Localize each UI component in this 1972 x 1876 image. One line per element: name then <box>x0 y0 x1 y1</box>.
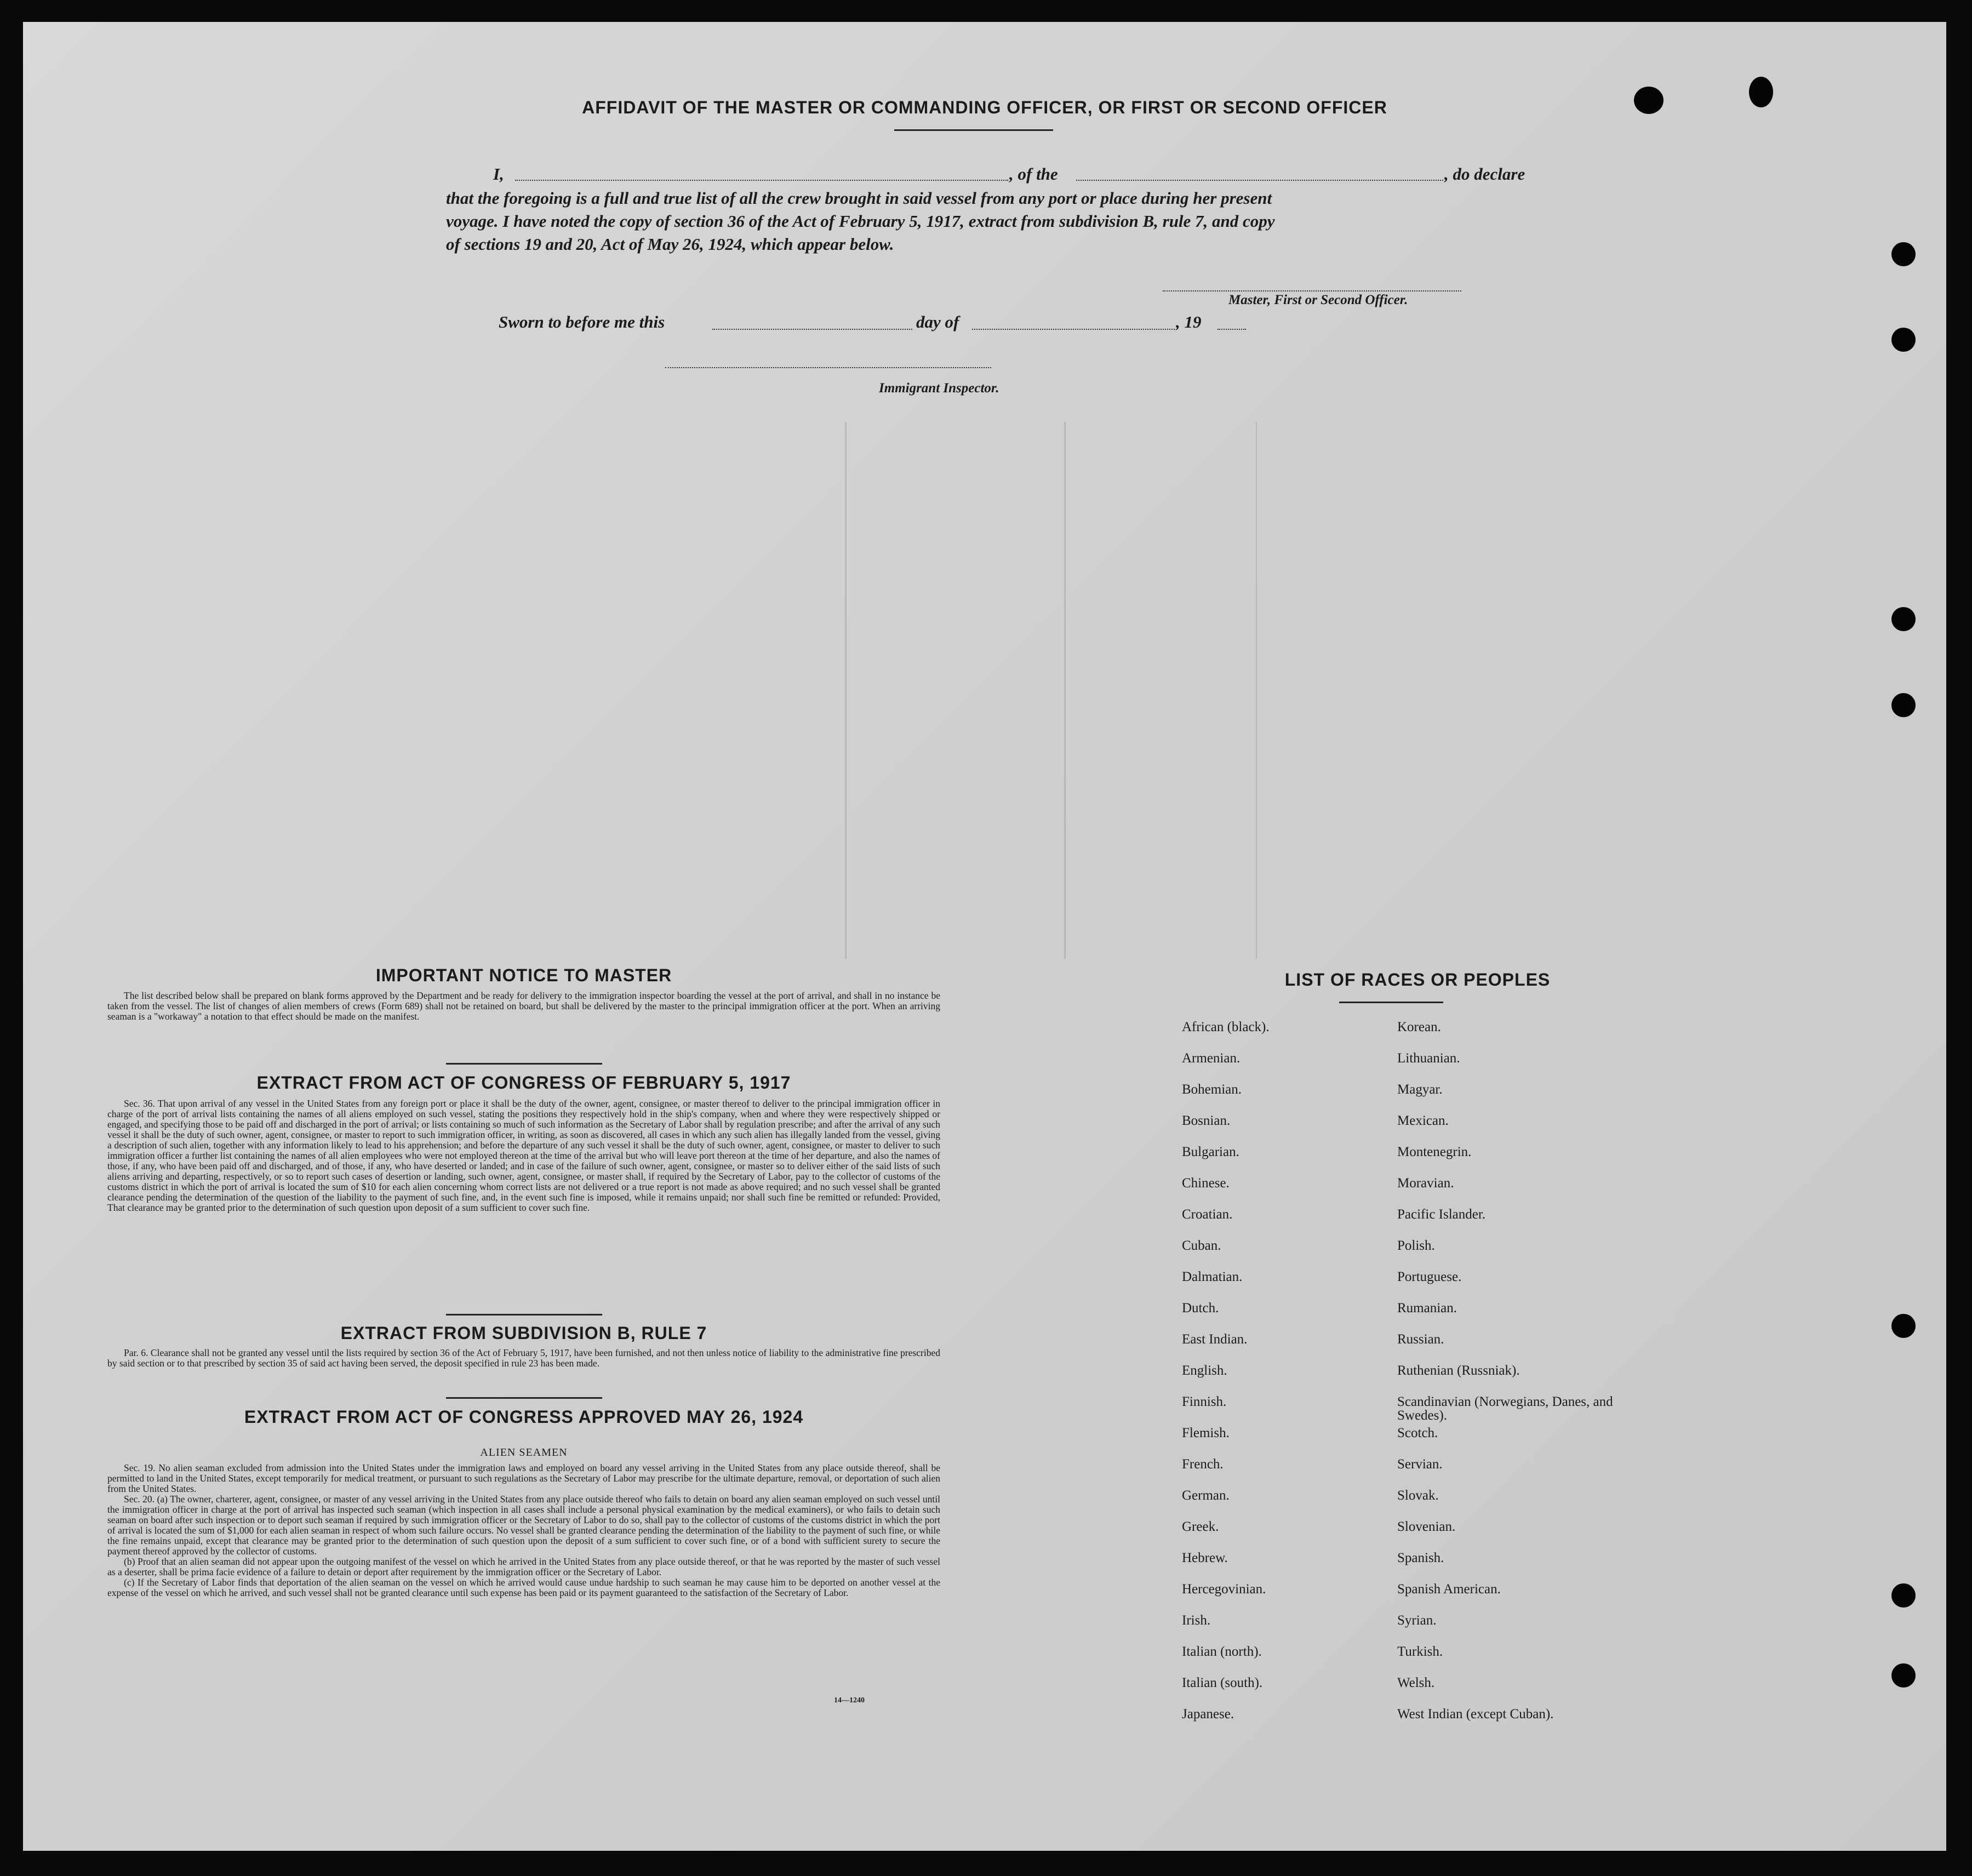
vessel-field[interactable] <box>1076 180 1443 181</box>
race-item: English. <box>1182 1363 1227 1378</box>
affidavit-i: I, <box>493 164 504 184</box>
race-item: Hebrew. <box>1182 1551 1228 1565</box>
race-item: Dutch. <box>1182 1301 1219 1316</box>
race-item: Finnish. <box>1182 1394 1227 1409</box>
extract-1924-block <box>107 1463 940 1598</box>
bleed-through-line <box>845 422 847 959</box>
race-item: Syrian. <box>1397 1613 1437 1628</box>
extract-rule7-text: Par. 6. Clearance shall not be granted any vessel until the lists required by section 36 of the Act of February 5, 1917, have been furnished, and not then unless notice of liability to the administrative fine prescribed by said section or to that prescribed by section 35 of said act having been served, the deposit specified in rule 23 has been made. <box>107 1347 940 1369</box>
race-item: Turkish. <box>1397 1644 1443 1659</box>
race-item: Polish. <box>1397 1238 1435 1253</box>
sworn-day-of: day of <box>916 312 959 331</box>
race-item: Pacific Islander. <box>1397 1207 1486 1222</box>
race-item: African (black). <box>1182 1020 1270 1034</box>
sec19-text: Sec. 19. No alien seaman excluded from admission into the United States under the immigration laws and employed on board any vessel arriving in the United States from any place outside thereof, shall be permitted to land in the United States, except temporarily for medical treatment, or pursuant to such regulations as the Secretary of Labor may prescribe for the ultimate departure, removal, or deportation of such alien from the United States. <box>107 1462 940 1494</box>
race-item: Italian (north). <box>1182 1644 1262 1659</box>
race-item: Slovak. <box>1397 1488 1439 1503</box>
master-caption: Master, First or Second Officer. <box>1228 293 1408 307</box>
section-divider <box>446 1314 602 1316</box>
race-item: German. <box>1182 1488 1230 1503</box>
race-item: Portuguese. <box>1397 1269 1462 1284</box>
race-item: Servian. <box>1397 1457 1443 1472</box>
race-item: Scotch. <box>1397 1426 1438 1440</box>
inspector-signature-field[interactable] <box>665 367 991 368</box>
notice-title: IMPORTANT NOTICE TO MASTER <box>375 965 672 985</box>
race-item: West Indian (except Cuban). <box>1397 1707 1554 1721</box>
extract-1924-subtitle: ALIEN SEAMEN <box>480 1446 568 1459</box>
inspector-caption: Immigrant Inspector. <box>879 381 999 396</box>
race-item: Montenegrin. <box>1397 1145 1472 1159</box>
sec20b-text: (b) Proof that an alien seaman did not appear upon the outgoing manifest of the vessel on which he arrived in the United States from any place outside thereof, or that he was reported by the master of such vessel as a deserter, shall be prima facie evidence of a failure to detain or deport after requirement by the immigration officer or the Secretary of Labor. <box>107 1556 940 1577</box>
affidavit-of-the: , of the <box>1009 164 1058 184</box>
race-item: Irish. <box>1182 1613 1211 1628</box>
bleed-through-line <box>1256 422 1257 959</box>
punch-hole <box>1891 607 1916 631</box>
extract-1924-title: EXTRACT FROM ACT OF CONGRESS APPROVED MAY 26, 1924 <box>244 1407 804 1427</box>
punch-hole <box>1891 1663 1916 1688</box>
race-item: Russian. <box>1397 1332 1444 1347</box>
races-column-2 <box>1397 1020 1627 1738</box>
sec20c-text: (c) If the Secretary of Labor finds that deportation of the alien seaman on the vessel on which he arrived would cause undue hardship to such seaman he may cause him to be deported on another vessel at the expense of the vessel on which he arrived, and such vessel shall not be granted clearance until such expense has been paid or its payment guaranteed to the satisfaction of the Secretary of Labor. <box>107 1577 940 1598</box>
title-underline <box>894 129 1053 131</box>
extract-1917-block <box>107 1099 940 1213</box>
affidavit-line3: voyage. I have noted the copy of section 36 of the Act of February 5, 1917, extract from subdivision B, rule 7, and copy <box>446 211 1275 231</box>
race-item: Cuban. <box>1182 1238 1221 1253</box>
race-item: Flemish. <box>1182 1426 1230 1440</box>
punch-hole <box>1891 1314 1916 1338</box>
sworn-month-field[interactable] <box>972 329 1175 330</box>
race-item: Moravian. <box>1397 1176 1454 1191</box>
race-item: East Indian. <box>1182 1332 1248 1347</box>
sworn-year-field[interactable] <box>1218 329 1246 330</box>
notice-text-block <box>107 991 940 1022</box>
punch-hole <box>1891 693 1916 717</box>
sec20a-text: Sec. 20. (a) The owner, charterer, agent, consignee, or master of any vessel arriving in the United States from any place outside thereof who fails to detain on board any alien seaman employed on such vessel until the immigration officer in charge at the port of arrival has inspected such seaman (which inspection in all cases shall include a personal physical examination by the medical examiners), or who fails to detain such seaman on board after such inspection or to deport such seaman if required by such immigration officer or the Secretary of Labor to do so, shall pay to the collector of customs of the customs district in which the port of arrival is located the sum of $1,000 for each alien seaman in respect of whom such failure occurs. No vessel shall be granted clearance pending the determination of the liability to the payment of such fine, or while the fine remains unpaid, except that clearance may be granted prior to the determination of such question upon the deposit of a sum sufficient to cover such fine, or of a bond with sufficient surety to secure the payment thereof approved by the collector of customs. <box>107 1494 940 1557</box>
races-title: LIST OF RACES OR PEOPLES <box>1284 970 1551 990</box>
bleed-through-line <box>1064 422 1066 959</box>
race-item: Chinese. <box>1182 1176 1230 1191</box>
sworn-day-field[interactable] <box>712 329 912 330</box>
race-item: Korean. <box>1397 1020 1441 1034</box>
section-divider <box>446 1397 602 1399</box>
extract-rule7-title: EXTRACT FROM SUBDIVISION B, RULE 7 <box>340 1323 707 1343</box>
race-item: Hercegovinian. <box>1182 1582 1266 1597</box>
affidavit-title: AFFIDAVIT OF THE MASTER OR COMMANDING OFFICER, OR FIRST OR SECOND OFFICER <box>582 98 1387 117</box>
race-item: Spanish American. <box>1397 1582 1501 1597</box>
race-item: Bulgarian. <box>1182 1145 1239 1159</box>
race-item: Bohemian. <box>1182 1082 1242 1097</box>
race-item: Magyar. <box>1397 1082 1443 1097</box>
race-item: Lithuanian. <box>1397 1051 1460 1066</box>
section-divider <box>446 1063 602 1065</box>
race-item: Rumanian. <box>1397 1301 1457 1316</box>
name-field[interactable] <box>515 180 1008 181</box>
extract-rule7-block <box>107 1348 940 1369</box>
master-signature-field[interactable] <box>1163 290 1461 291</box>
punch-hole <box>1891 1583 1916 1608</box>
race-item: Spanish. <box>1397 1551 1444 1565</box>
affidavit-line4: of sections 19 and 20, Act of May 26, 1924, which appear below. <box>446 234 894 254</box>
extract-1917-title: EXTRACT FROM ACT OF CONGRESS OF FEBRUARY 5, 1917 <box>256 1073 791 1093</box>
race-item: Mexican. <box>1397 1113 1449 1128</box>
race-item: Italian (south). <box>1182 1675 1263 1690</box>
race-item: Bosnian. <box>1182 1113 1231 1128</box>
sworn-year-label: , 19 <box>1176 312 1202 331</box>
document-page <box>23 22 1946 1851</box>
races-column-1 <box>1182 1020 1379 1738</box>
races-underline <box>1339 1002 1443 1003</box>
affidavit-line2: that the foregoing is a full and true list of all the crew brought in said vessel from any port or place during her present <box>446 188 1272 208</box>
race-item: Armenian. <box>1182 1051 1241 1066</box>
punch-hole <box>1891 242 1916 266</box>
race-item: Dalmatian. <box>1182 1269 1243 1284</box>
form-number: 14—1240 <box>834 1696 865 1705</box>
affidavit-declare: , do declare <box>1444 164 1525 184</box>
punch-hole <box>1891 328 1916 352</box>
sworn-prefix: Sworn to before me this <box>499 312 665 331</box>
notice-text: The list described below shall be prepared on blank forms approved by the Department and be ready for delivery to the immigration inspector boarding the vessel at the port of arrival, and shall in no instance be taken from the vessel. The list of changes of alien members of crews (Form 689) shall not be retained on board, but shall be delivered by the master to the principal immigration officer at the port. When an arriving seaman is a "workaway" a notation to that effect should be made on the manifest. <box>107 990 940 1022</box>
race-item: Croatian. <box>1182 1207 1233 1222</box>
race-item: Ruthenian (Russniak). <box>1397 1363 1520 1378</box>
race-item: Slovenian. <box>1397 1519 1456 1534</box>
extract-1917-text: Sec. 36. That upon arrival of any vessel in the United States from any foreign port or place it shall be the duty of the owner, agent, consignee, or master thereof to deliver to the principal immigration officer in charge of the port of arrival lists containing the names of all aliens employed on such vessel, stating the positions they respectively hold in the ship's company, when and where they were respectively shipped or engaged, and specifying those to be paid off and discharged in the port of arrival; or lists containing so much of such information as the Secretary of Labor shall by regulation prescribe; and after the arrival of any such vessel it shall be the duty of such owner, agent, consignee, or master to report to such immigration officer, in writing, as soon as discovered, all cases in which any such alien has illegally landed from the vessel, giving a description of such alien, together with any information likely to lead to his apprehension; and before the departure of any such vessel it shall be the duty of such owner, agent, consignee, or master to deliver to such immigration officer a further list containing the names of all alien employees who were not employed thereon at the time of the arrival but who will leave port thereon at the time of her departure, and also the names of those, if any, who have been paid off and discharged, and of those, if any, who have deserted or landed; and in case of the failure of such owner, agent, consignee, or master so to deliver either of the said lists of such aliens arriving and departing, respectively, or so to report such cases of desertion or landing, such owner, agent, consignee, or master shall, if required by the Secretary of Labor, pay to the collector of customs of the customs district in which the port of arrival is located the sum of $10 for each alien concerning whom correct lists are not delivered or a true report is not made as above required; and no such vessel shall be granted clearance pending the determination of the question of the liability to the payment of such fine, and, in the event such fine is imposed, while it remains unpaid; nor shall such fine be remitted or refunded: Provided, That clearance may be granted prior to the determination of such question upon deposit of a sum sufficient to cover such fine. <box>107 1098 940 1213</box>
race-item: French. <box>1182 1457 1224 1472</box>
race-item: Japanese. <box>1182 1707 1234 1721</box>
race-item: Greek. <box>1182 1519 1219 1534</box>
race-item: Welsh. <box>1397 1675 1435 1690</box>
race-item: Scandinavian (Norwegians, Danes, and Swedes). <box>1397 1394 1613 1423</box>
